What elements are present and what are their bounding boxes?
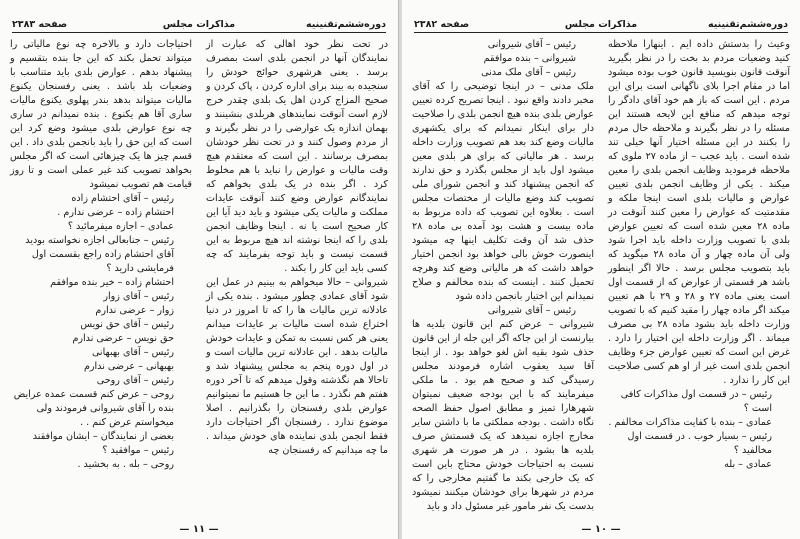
speaker-line: رئیس – موافقید ؟ (102, 445, 174, 456)
speaker-line: رئیس – آقای شیروانی (487, 39, 576, 50)
page-footer: — ۱۱ — (179, 524, 219, 535)
speaker-line: رئیس – آقای احتشام زاده (71, 193, 174, 204)
speaker-line: رئیس – آقای زوار (103, 291, 174, 302)
left-page-header (12, 14, 386, 33)
paragraph: شیروانی – عرض کنم این قانون بلدیه ها بیارنست از این جاکه اگر این جله از این قانون حذف شود بقیه اش لغو خواهد بود . از اینجا آقا سید یعقوب اشاره فرمودند مجلس رسیدگی کند و صحیح هم بود . ما ملکی میفرمایند که با این بودجه ضعیف نمیتوان شهرهارا تمیز و مطابق اصول حفظ الصحه نگاه داشت . بودجه مملکتی ما با داشتن سایر مخارج اجازه نمیدهد که یک قسمتش صرف بلدیه ها بشود . در هر صورت هر شهری نسبت به احتیاجات خودش محتاج باین است که یک خارجی بکند ما گفتیم مخارجی را که مردم در شهرها برای خودشان میکنند نمیشود بدست یک نفر مامور غیر مسئول داد و باید (412, 319, 594, 512)
right-page (402, 0, 800, 539)
speaker-line: روحی – عرض کنم قسمت عمده عرایض بنده را آقای شیروانی فرمودند ولی میخواستم عرض کنم . . (13, 389, 174, 428)
paragraph: احتیاجات دارد و بالاخره چه نوع مالیاتی را میتواند تحمل بکند که این جا بنده بتقسیم و پیشنهاد بدهم . عوارض بلدی باید متناسب با وضعیات بلد باشد . یعنی رفسنجان یکنوع مالیات میتواند بدهد بندر پهلوی یکنوع مالیات ساری آقا هم یکنوع . بنده نمیدانم در ساری چه نوع عوارض بلدی میشود وضع کرد این است که این حق را باید بانجمن بلدی داد . این قسم چیز ها یک چیزهائی است که اگر مجلس بخواهد تصویب کند غیر عملی است و تا روز قیامت هم تصویب نمیشود (10, 39, 192, 190)
speaker-line: رئیس – آقای ملک مدنی (481, 67, 576, 78)
speaker-line: رئیس – آقای بهبهانی (91, 347, 174, 358)
speaker-line: عمادی – اجازه میفرمائید ؟ (67, 221, 174, 232)
session-label: دوره‌ششم‌تقنینیه (306, 19, 386, 30)
header-title: مذاکرات مجلس (564, 19, 638, 30)
speaker-line: بهبهانی – عرضی ندارم (83, 361, 174, 372)
right-page-header (414, 14, 788, 33)
speaker-line: رئیس – در قسمت اول مذاکرات کافی است ؟ (620, 389, 772, 414)
header-title: مذاکرات مجلس (162, 19, 236, 30)
session-label: دوره‌ششم‌تقنینیه (708, 19, 788, 30)
speaker-line: احتشام زاده – عرضی ندارم . (57, 207, 174, 218)
speaker-line: رئیس – آقای روحی (96, 375, 174, 386)
paragraph: وعیث را بدستش داده ایم . اینهارا ملاحظه کنید وضعیات مردم بد بخت را در نظر بگیرید آنوقت قانون بنویسید قانون خوب بوده میشود اما در مقام اجرا بلای ناگهانی است برای این مردم . این است که باز هم خود آقای دادگر را توجه میدهم که منافع این لایحه هستند این مسئله را در نظر بگیرند و ملاحظه حال مردم را بکنند در این مسئله اختیار آنها خیلی تند شده است . باید عجب – از ماده ۲۷ ملوی که ملاحظه فرمودید وظایف انجمن بلدی را معین میکند . یکی از وظایف انجمن بلدی تعیین عوارض و مالیات بلدی است اینجا ملکه و مقدمتیت که عوارض را معین کنند آنوقت در ماده ۲۸ معین شده است که تعیین عوارض بلدی با تصویب وزارت داخله باید اجرا شود ولی آن ماده چهار و آن ماده ۲۸ میگوید که باید بتصویب مجلس برسد . حالا اگر اینطور باشد هر قسمتی از عوارض که از قسمت اول است یعنی ماده ۲۷ و ۲۸ و ۲۹ با هم تعیین میکند اگر ماده چهار را مقید کنیم که با تصویب وزارت داخله باید بشود ماده ۲۸ بی مصرف میماند . اگر وزارت داخله این اختیار را دارد . غرض این است که تعیین عوارض جزء وظایف انجمن بلدی است غیر از او هم کسی صلاحیت این کار را ندارد . (608, 39, 791, 386)
speaker-line: بعضی از نمایندگان – ایشان موافقند (32, 431, 174, 442)
speaker-line: رئیس – بسیار خوب . در قسمت اول مخالفید ؟ (627, 431, 772, 456)
speaker-line: شیروانی – بنده موافقم (483, 53, 576, 64)
speaker-line: روحی – بله . به بخشید . (77, 459, 174, 470)
speaker-line: رئیس – آقای حق نویس (80, 319, 174, 330)
speaker-line: عمادی – بله (724, 459, 772, 470)
paragraph: شیروانی – حالا میخواهم به بینیم در عمل این شود آقای عمادی چطور میشود . بنده یکی از عادلانه ترین مالیات ها را که تا امروز در دنیا اختراع شده است مالیات بر عایدات میدانم یعنی هر کس نسبت به تمکن و عایدات خودش مالیات بدهد . این عادلانه ترین مالیات است و در اول دوره پنجم به مجلس پیشنهاد شد و تاحالا هم نگذشته وقول میدهم که تا آخر دوره هفتم هم نگذرد . ما این جا هستیم ما نمیتوانیم عوارض بلدی رفسنجان را بگذرانیم . اصلا موضوع ندارد . رفسنجان اگر احتیاجات دارد فقط انجمن بلدی نماینده های خودش میداند . ما چه میدانیم که رفسنجان چه (206, 277, 388, 456)
page-number: صفحه ۲۳۸۲ (414, 19, 470, 30)
speaker-line: احتشام زاده – خیر بنده موافقم (50, 277, 174, 288)
page-number: صفحه ۲۳۸۳ (12, 19, 68, 30)
left-page-left-column (10, 38, 192, 472)
speaker-line: عمادی – بنده با کفایت مذاکرات مخالفم . (608, 417, 772, 428)
page-footer: — ۱۰ — (581, 524, 621, 535)
speaker-line: زوار – عرضی ندارم (95, 305, 174, 316)
right-page-left-column (412, 38, 594, 514)
right-page-right-column (608, 38, 790, 472)
left-page-right-column (206, 38, 388, 458)
speaker-line: رئیس – جنابعالی اجازه نخواسته بودید آقای احتشام زاده راجع بقسمت اول فرمایشی دارید ؟ (25, 235, 174, 274)
paragraph: ملک مدنی – در اینجا توضیحی را که آقای مخبر دادند واقع نبود . اینجا تصریح کرده تعیین عوارض بلدی بنده هیچ انجمن بلدی را صلاحیت دار برای اینکار نمیدانم که برای یکشهری مالیات وضع کند بعد هم تصویب وزارت داخله برسد . هر مالیاتی که برای هر بلدی معین میشود اول باید از مجلس بگذرد و حق ندارند که انجمن پیشنهاد کند و انجمن شورای ملی تصویب کند وضع مالیات از مختصات مجلس است . بعلاوه این تصویب که داده مربوط به ماده بیست و هشت بود آمده بی ماده ۲۸ حذف شد آن وقت تکلیف اینها چه میشود اینصورت خوش بالی خواهد بود انجمن اختیار خواهد داشت که هر مالیاتی وضع کند وهرچه تحمیل کنند . اینست که بنده مخالفم و صلاح نمیدانم این اختیار بانجمن داده شود (412, 81, 594, 302)
speaker-line: حق نویس – عرضی ندارم (72, 333, 174, 344)
left-page (0, 0, 399, 539)
paragraph: در تحت نظر خود اهالی که عبارت از نمایندگان آنها در انجمن بلدی است بمصرف برسد . یعنی هرشهری حوائج خودش را سنجیده به بیند برای اداره کردن ، پاک کردن و صحیح المزاج کردن اهل یک بلدی چقدر خرج لازم است آنوقت نمایندهای هربلدی بنشینند و بهمان اندازه یک عوارضی را در نظر بگیرند و از مردم وصول کنند و در تحت نظر خودشان بمصرف برسانند . این است که معتقدم هیچ وقت مالیات و عوارض را نباید با هم مخلوط کرد . اگر بنده در یک بلدی بخواهم که نمایندگانم عوارض وضع کنند آنوقت عایدات مملکت و مالیات یکی میشود و باید دید آیا این کار صحیح است یا نه . اینجا وظایف انجمن بلدی را که اینجا نوشته اند هیچ مربوط به این قسمت نیست و باید توجه بفرمایند که چه کسی باید این کار را بکند . (206, 39, 388, 274)
speaker-line: رئیس – آقای شیروانی (487, 305, 576, 316)
